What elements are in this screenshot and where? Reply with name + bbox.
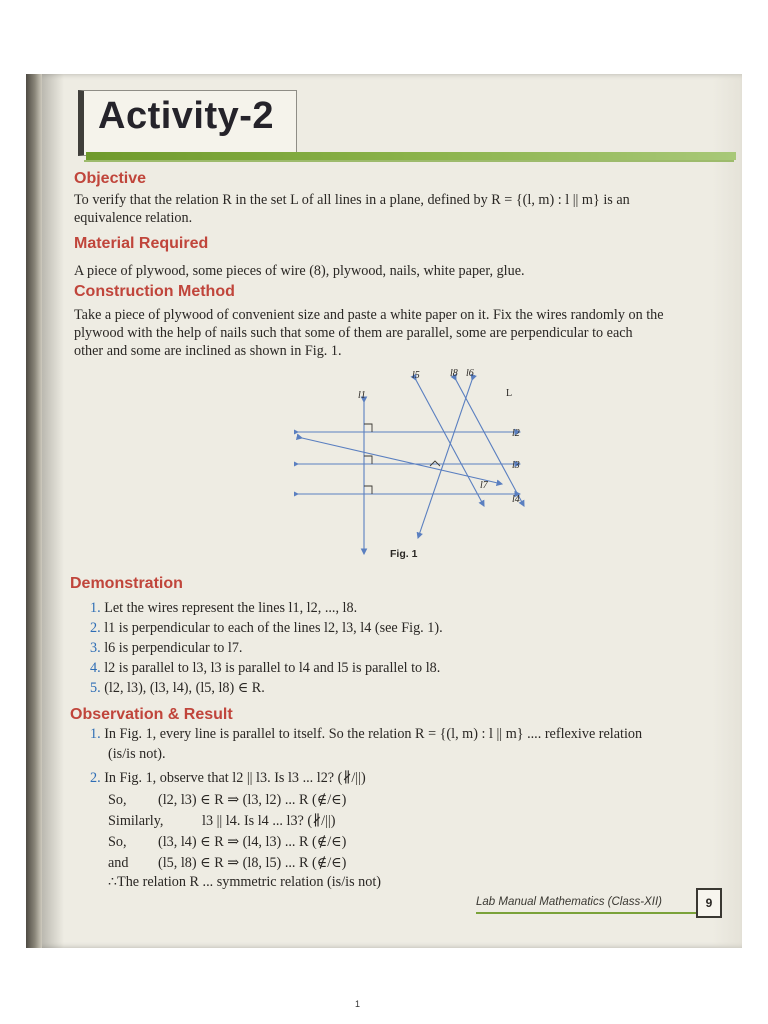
label-l1: l1 (358, 390, 366, 401)
page-edge-shadow (712, 74, 742, 948)
demo-item-4-text: l2 is parallel to l3, l3 is parallel to l4 and l5 is parallel to l8. (104, 660, 441, 676)
obs-item-2-line-1 (90, 770, 366, 787)
demo-item-1 (90, 600, 357, 617)
obs-item-2-text: In Fig. 1, observe that l2 || l3. Is l3 ... l2? (∦/||) (104, 770, 366, 786)
construction-line-3: other and some are inclined as shown in Fig. 1. (74, 343, 342, 359)
material-heading: Material Required (74, 235, 209, 252)
material-text: A piece of plywood, some pieces of wire (8), plywood, nails, white paper, glue. (74, 263, 525, 279)
figure-1 (294, 362, 526, 558)
demonstration-heading: Demonstration (70, 575, 183, 592)
demo-item-3 (90, 640, 242, 657)
line-l6 (418, 380, 472, 538)
demo-item-4-number: 4. (90, 660, 101, 676)
title-underline-thin (84, 160, 734, 162)
activity-title: Activity-2 (98, 95, 275, 137)
construction-line-1: Take a piece of plywood of convenient size and paste a white paper on it. Fix the wires randomly on the (74, 307, 664, 323)
label-l7: l7 (480, 480, 488, 491)
figure-caption: Fig. 1 (390, 548, 418, 560)
footer-rule (476, 912, 696, 914)
obs-item-1-number: 1. (90, 726, 101, 742)
book-spine (26, 74, 42, 948)
obs-item-1-text: In Fig. 1, every line is parallel to itself. So the relation R = {(l, m) : l || m} .... reflexive relation (104, 726, 643, 742)
observation-heading: Observation & Result (70, 706, 233, 723)
scan-page-number: 1 (355, 999, 361, 1009)
demo-item-3-text: l6 is perpendicular to l7. (104, 640, 243, 656)
demo-item-5-number: 5. (90, 680, 101, 696)
obs-and-label: and (108, 855, 129, 871)
label-l4: l4 (512, 494, 520, 505)
label-l8: l8 (450, 368, 458, 379)
label-l6: l6 (466, 368, 474, 379)
demo-item-3-number: 3. (90, 640, 101, 656)
obs-item-2-number: 2. (90, 770, 101, 786)
right-angle-mark-3 (364, 486, 372, 494)
demo-item-2-text: l1 is perpendicular to each of the lines l2, l3, l4 (see Fig. 1). (104, 620, 443, 636)
construction-line-2: plywood with the help of nails such that some of them are parallel, some are perpendicular to each (74, 325, 633, 341)
obs-so-1-label: So, (108, 792, 127, 808)
demo-item-2 (90, 620, 443, 637)
spine-shadow (42, 74, 64, 948)
label-l2: l2 (512, 428, 520, 439)
activity-title-box (78, 90, 297, 156)
lines-diagram (294, 362, 526, 558)
label-l3: l3 (512, 460, 520, 471)
construction-heading: Construction Method (74, 283, 235, 300)
demo-item-5-text: (l2, l3), (l3, l4), (l5, l8) ∈ R. (104, 680, 265, 696)
label-l5: l5 (412, 370, 420, 381)
obs-item-1-line-1 (90, 726, 642, 743)
book-title-footer: Lab Manual Mathematics (Class-XII) (476, 896, 662, 908)
obs-conclusion: ∴The relation R ... symmetric relation (is/is not) (108, 874, 382, 890)
obs-so-2-label: So, (108, 834, 127, 850)
obs-so-1-text: (l2, l3) ∈ R ⇒ (l3, l2) ... R (∉/∈) (158, 792, 347, 808)
objective-heading: Objective (74, 170, 147, 187)
obs-similarly-text: l3 || l4. Is l4 ... l3? (∦/||) (202, 813, 336, 829)
set-label-L: L (506, 388, 513, 399)
line-l8 (456, 380, 524, 506)
demo-item-1-text: Let the wires represent the lines l1, l2, ..., l8. (104, 600, 358, 616)
demo-item-1-number: 1. (90, 600, 101, 616)
demo-item-2-number: 2. (90, 620, 101, 636)
obs-and-text: (l5, l8) ∈ R ⇒ (l8, l5) ... R (∉/∈) (158, 855, 347, 871)
scanned-page (26, 74, 742, 948)
objective-line-2: equivalence relation. (74, 210, 193, 226)
objective-line-1: To verify that the relation R in the set L of all lines in a plane, defined by R = {(l, m) : l || m} is an (74, 192, 630, 208)
obs-similarly-label: Similarly, (108, 813, 164, 829)
right-angle-mark-1 (364, 424, 372, 432)
page-number-box: 9 (696, 888, 722, 918)
right-angle-mark-2 (364, 456, 372, 464)
obs-so-2-text: (l3, l4) ∈ R ⇒ (l4, l3) ... R (∉/∈) (158, 834, 347, 850)
line-l7 (302, 438, 502, 484)
obs-item-1-line-2: (is/is not). (108, 746, 166, 762)
demo-item-5 (90, 680, 265, 697)
demo-item-4 (90, 660, 440, 677)
title-underline (86, 152, 736, 160)
